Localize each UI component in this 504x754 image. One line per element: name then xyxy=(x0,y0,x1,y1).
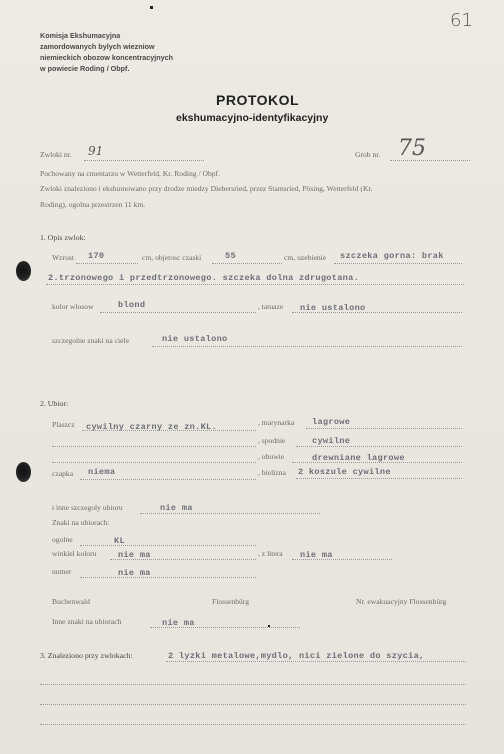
section-1-title: 1. Opis zwlok: xyxy=(40,233,86,242)
wzrost-label: Wzrost xyxy=(52,253,74,262)
marynarka-value: lagrowe xyxy=(312,417,351,427)
czapka-value: niema xyxy=(88,467,116,477)
inne-znaki-label: Inne znaki na ubiorach xyxy=(52,617,122,626)
camp-flossenburg: Flossenbürg xyxy=(212,597,249,606)
plaszcz-label: Plaszcz xyxy=(52,420,75,429)
document-title: PROTOKOL xyxy=(216,92,300,108)
uzebienie-label: cm, uzebienie xyxy=(284,253,327,262)
header-line-3: niemieckich obozow koncentracyjnych xyxy=(40,53,174,62)
bielizna-label: , bielizna xyxy=(258,468,286,477)
punch-hole-bottom xyxy=(16,462,31,482)
kolor-wlosow-value: blond xyxy=(118,300,146,310)
objetosc-label: cm, objetosc czaski xyxy=(142,253,202,262)
grob-label: Grob nr. xyxy=(355,150,381,159)
inne-szczegoly-value: nie ma xyxy=(160,503,193,513)
section-3-title: 3. Znaleziono przy zwlokach: xyxy=(40,651,133,660)
header-line-2: zamordowanych bylych wiezniow xyxy=(40,42,155,51)
section-3-value: 2 lyzki metalowe,mydlo, nici zielone do szycia, xyxy=(168,651,425,661)
section-2-title: 2. Ubior: xyxy=(40,399,69,408)
ink-speck xyxy=(150,6,153,9)
ogolne-label: ogolne xyxy=(52,535,73,544)
numer-label: numer xyxy=(52,567,72,576)
kolor-wlosow-label: kolor wlosow xyxy=(52,302,94,311)
spodnie-label: , spodnie xyxy=(258,436,286,445)
inne-znaki-value: nie ma xyxy=(162,618,195,628)
litera-label: , z litera xyxy=(258,549,283,558)
header-line-1: Komisja Ekshumacyjna xyxy=(40,31,121,40)
objetosc-value: 55 xyxy=(225,251,236,261)
znaki-ubiorach-label: Znaki na ubiorach: xyxy=(52,518,110,527)
document-subtitle: ekshumacyjno-identyfikacyjny xyxy=(176,112,329,124)
zwloki-value: 91 xyxy=(88,144,104,158)
uzebienie-value: szczeka gorna: brak xyxy=(340,251,444,261)
znaleziono-text-1: Zwloki znaleziono i ekshumowano przy drodze miedzy Diebersried, przez Stamsried, Pösing, Wetterfeld (Kr. xyxy=(40,184,373,193)
camp-buchenwald: Buchenwald xyxy=(52,597,90,606)
plaszcz-value: cywilny czarny ze zn.KL. xyxy=(86,422,217,432)
znaleziono-text-2: Roding), ogolna przestrzen 11 km. xyxy=(40,200,146,209)
spodnie-value: cywilne xyxy=(312,436,351,446)
wzrost-value: 170 xyxy=(88,251,105,261)
znaki-cialo-value: nie ustalono xyxy=(162,334,228,344)
tatuaze-value: nie ustalono xyxy=(300,303,366,313)
znaki-cialo-label: szczegolne znaki na ciele xyxy=(52,336,129,345)
bielizna-value: 2 koszule cywilne xyxy=(298,467,391,477)
ogolne-value: KL xyxy=(114,536,125,546)
winkiel-label: winkiel koloru xyxy=(52,549,97,558)
uzebienie-continuation: 2.trzonowego i przedtrzonowego. szczeka dolna zdrugotana. xyxy=(48,273,360,283)
numer-value: nie ma xyxy=(118,568,151,578)
litera-value: nie ma xyxy=(300,550,333,560)
obuwie-label: , obuwie xyxy=(258,452,285,461)
header-line-4: w powiecie Roding / Obpf. xyxy=(40,64,130,73)
page-number: 61 xyxy=(450,10,473,31)
nr-ewakuacyjny: Nr. ewakuacyjny Flossenbürg xyxy=(356,597,447,606)
marynarka-label: , marynarka xyxy=(258,418,295,427)
punch-hole-top xyxy=(16,261,31,281)
zwloki-label: Zwloki nr. xyxy=(40,150,72,159)
tatuaze-label: , tatuaze xyxy=(258,302,284,311)
obuwie-value: drewniane lagrowe xyxy=(312,453,405,463)
winkiel-value: nie ma xyxy=(118,550,151,560)
grob-value: 75 xyxy=(398,136,426,161)
zwloki-line xyxy=(84,160,204,161)
pochowany-text: Pochowany na cmentarzu w Wetterfeld, Kr. Roding / Obpf. xyxy=(40,169,220,178)
inne-szczegoly-label: i inne szczegoly ubioru xyxy=(52,503,123,512)
czapka-label: czapka xyxy=(52,469,74,478)
